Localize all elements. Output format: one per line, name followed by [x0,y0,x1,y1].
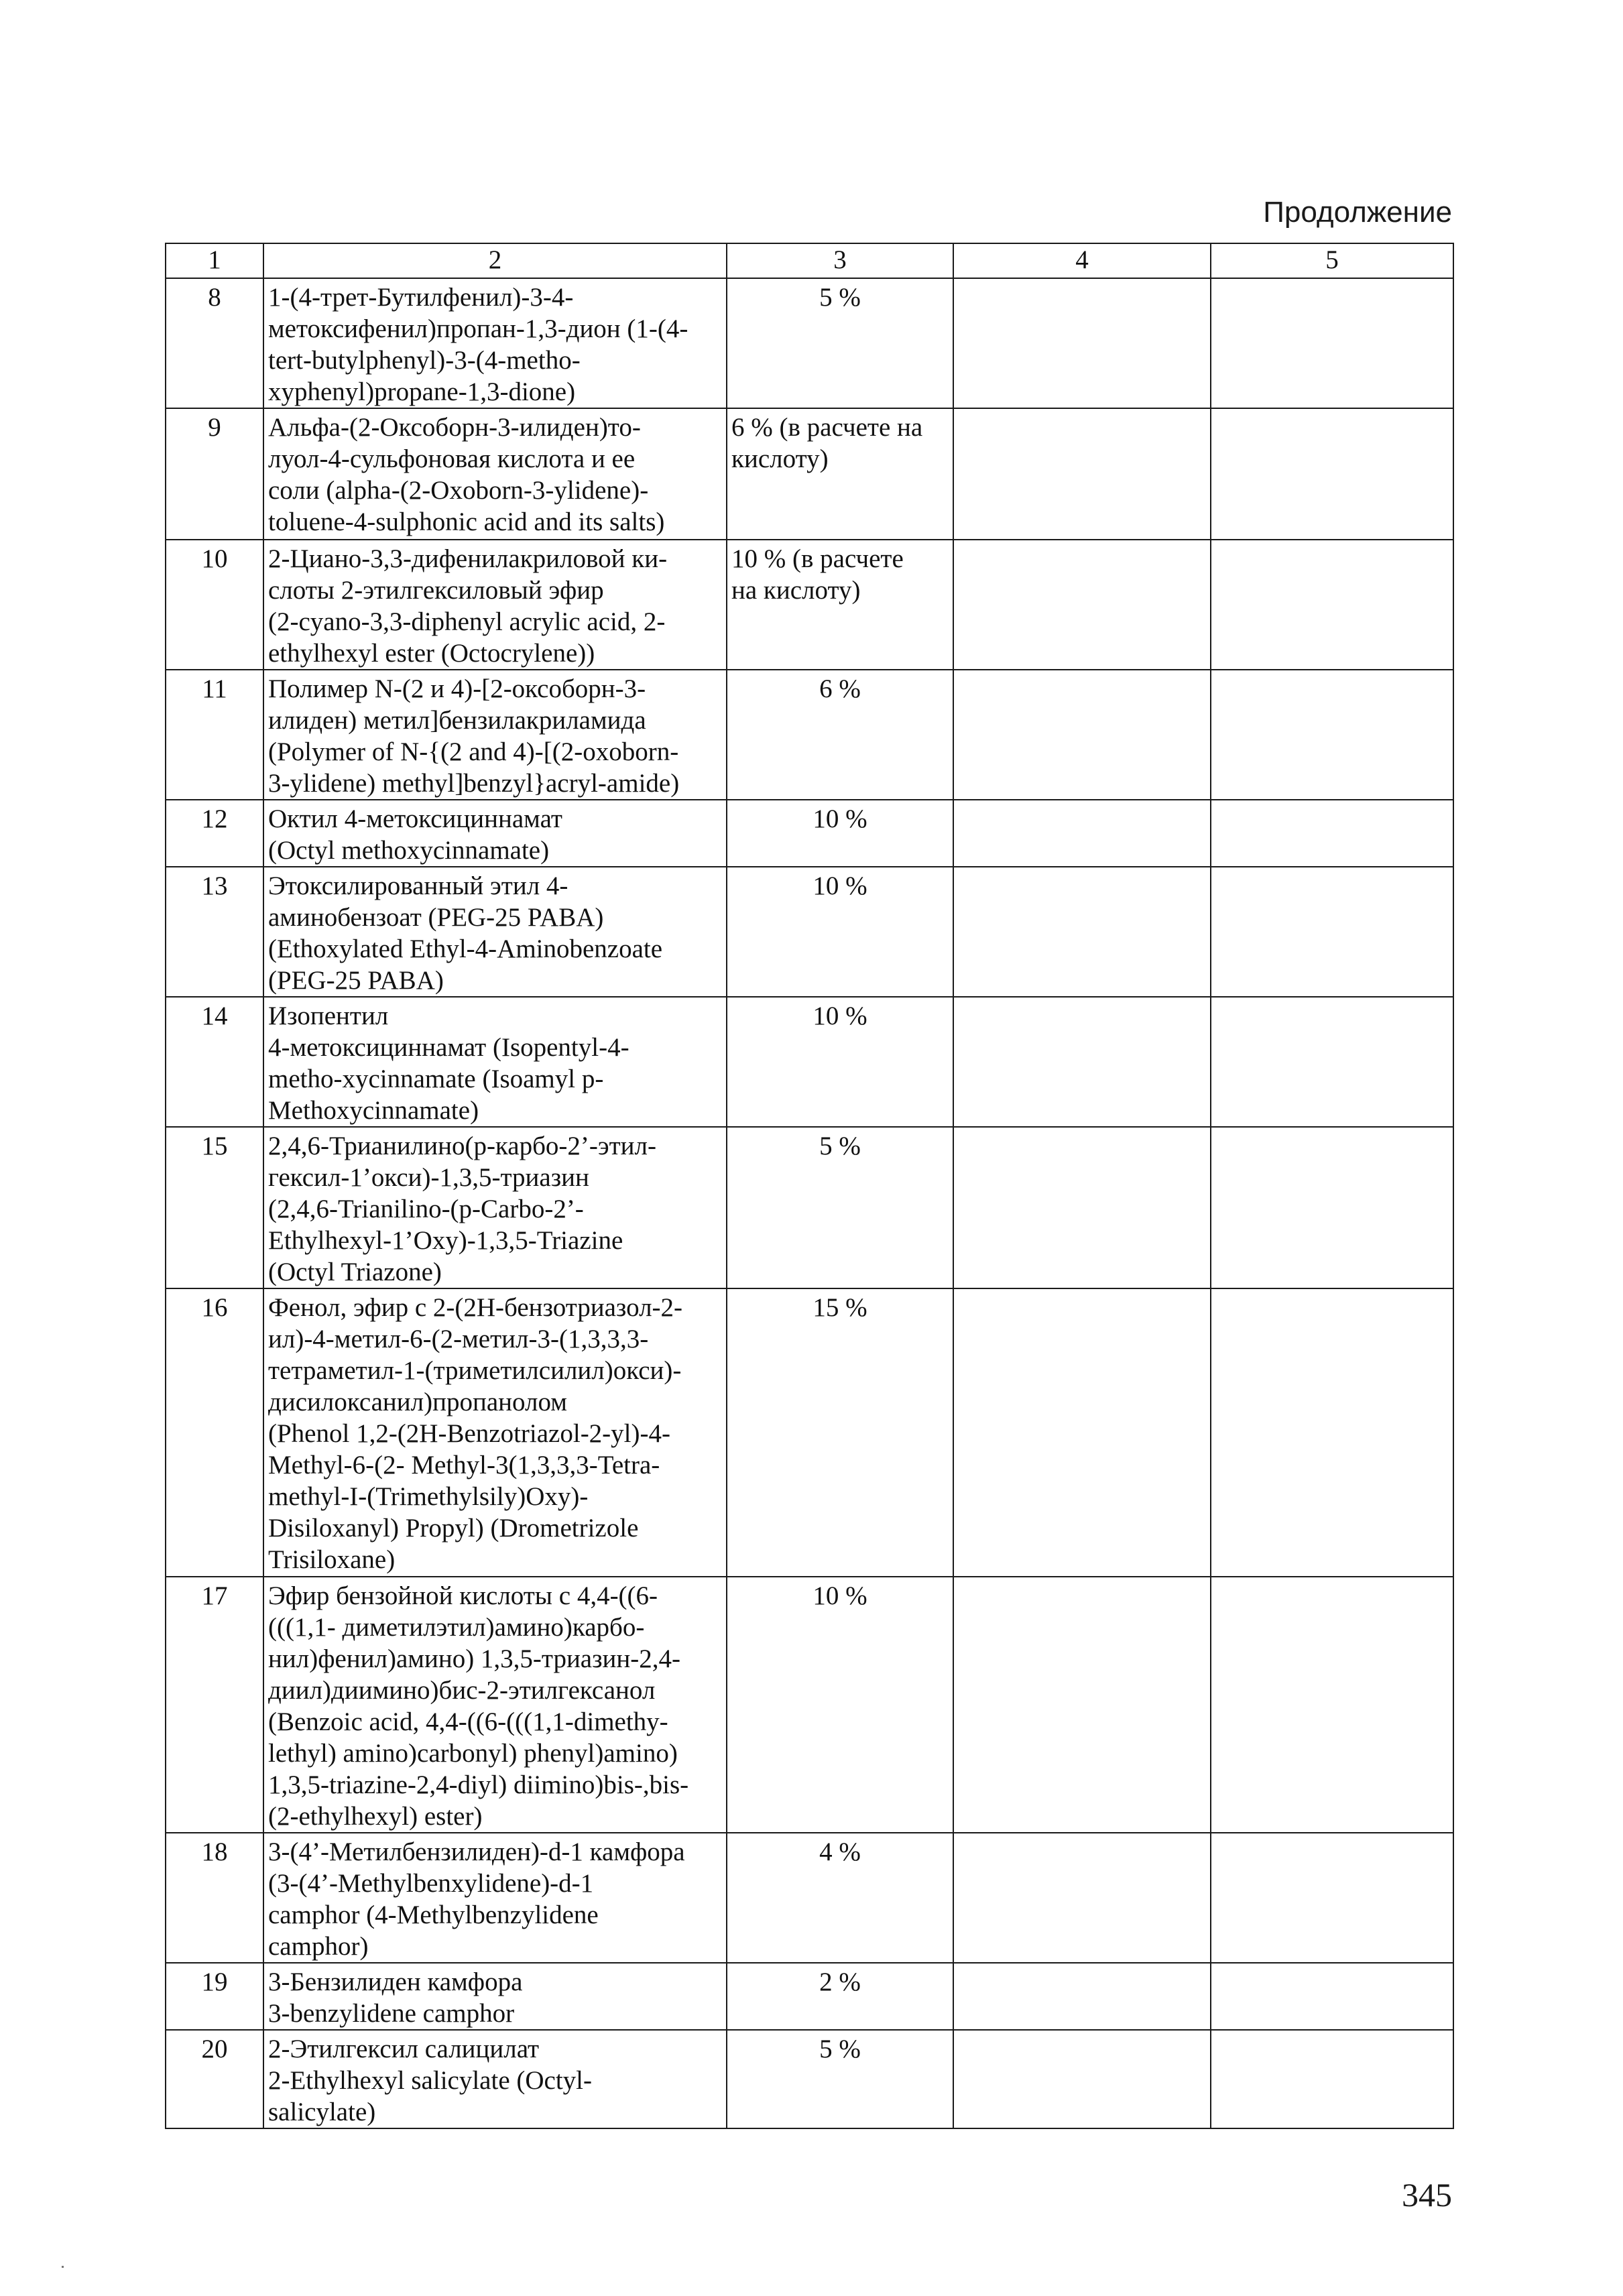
col-5-cell [1211,540,1453,670]
row-number: 12 [166,800,263,867]
col-4-cell [953,1127,1211,1288]
table-row [166,1963,1453,2030]
concentration: 6 % [727,670,953,800]
header-col-4: 4 [953,243,1211,278]
compound-name: Этоксилированный этил 4- аминобензоат (PEG-25 PABA) (Ethoxylated Ethyl-4-Aminobenzoate (PEG-25 PABA) [263,867,727,997]
compound-name: 3-(4’-Метилбензилиден)-d-1 камфора (3-(4’-Methylbenxylidene)-d-1 camphor (4-Methylbenzylidene camphor) [263,1833,727,1963]
header-row [166,243,1453,278]
compound-name: Полимер N-(2 и 4)-[2-оксоборн-3- илиден) метил]бензилакриламида (Polymer of N-{(2 and 4)-[(2-oxoborn- 3-ylidene) methyl]benzyl}acryl-amide) [263,670,727,800]
table-row [166,2030,1453,2128]
table-row [166,997,1453,1127]
col-5-cell [1211,670,1453,800]
row-number: 10 [166,540,263,670]
row-number: 17 [166,1577,263,1833]
row-number: 20 [166,2030,263,2128]
row-number: 16 [166,1288,263,1577]
compound-name: 3-Бензилиден камфора 3-benzylidene camphor [263,1963,727,2030]
row-number: 8 [166,278,263,408]
header-col-2: 2 [263,243,727,278]
header-col-1: 1 [166,243,263,278]
compound-name: 2-Этилгексил салицилат 2-Ethylhexyl salicylate (Octyl- salicylate) [263,2030,727,2128]
col-5-cell [1211,1577,1453,1833]
col-4-cell [953,997,1211,1127]
row-number: 13 [166,867,263,997]
concentration: 10 % [727,997,953,1127]
col-5-cell [1211,1963,1453,2030]
table-row [166,1833,1453,1963]
header-col-5: 5 [1211,243,1453,278]
row-number: 18 [166,1833,263,1963]
concentration: 15 % [727,1288,953,1577]
compound-name: Фенол, эфир с 2-(2Н-бензотриазол-2- ил)-4-метил-6-(2-метил-3-(1,3,3,3- тетраметил-1-(триметилсилил)окси)- дисилоксанил)пропанолом (Phenol 1,2-(2H-Benzotriazol-2-yl)-4- Methyl-6-(2- Methyl-3(1,3,3,3-Tetra- methyl-I-(Trimethylsily)Oxy)- Disiloxanyl) Propyl) (Drometrizole Trisiloxane) [263,1288,727,1577]
col-4-cell [953,2030,1211,2128]
col-4-cell [953,867,1211,997]
table-row [166,1127,1453,1288]
col-4-cell [953,1577,1211,1833]
concentration: 10 % [727,1577,953,1833]
col-5-cell [1211,2030,1453,2128]
concentration: 5 % [727,2030,953,2128]
compound-name: 1-(4-трет-Бутилфенил)-3-4- метоксифенил)пропан-1,3-дион (1-(4- tert-butylphenyl)-3-(4-metho- xyphenyl)propane-1,3-dione) [263,278,727,408]
col-5-cell [1211,408,1453,540]
col-4-cell [953,278,1211,408]
compound-name: Изопентил 4-метоксициннамат (Isopentyl-4- metho-xycinnamate (Isoamyl p- Methoxycinnamate) [263,997,727,1127]
concentration: 10 % [727,867,953,997]
page-number: 345 [1402,2176,1452,2214]
compound-name: 2-Циано-3,3-дифенилакриловой ки- слоты 2-этилгексиловый эфир (2-cyano-3,3-diphenyl acrylic acid, 2- ethylhexyl ester (Octocrylene)) [263,540,727,670]
col-4-cell [953,408,1211,540]
concentration: 10 % (в расчете на кислоту) [727,540,953,670]
scan-speck [62,2266,64,2268]
table-row [166,1577,1453,1833]
row-number: 9 [166,408,263,540]
col-4-cell [953,1833,1211,1963]
col-5-cell [1211,1127,1453,1288]
table-row [166,800,1453,867]
col-4-cell [953,670,1211,800]
concentration: 10 % [727,800,953,867]
col-5-cell [1211,278,1453,408]
concentration: 6 % (в расчете на кислоту) [727,408,953,540]
continuation-caption: Продолжение [1263,196,1452,229]
compound-name: 2,4,6-Трианилино(р-карбо-2’-этил- гексил-1’окси)-1,3,5-триазин (2,4,6-Trianilino-(p-Carbo-2’- Ethylhexyl-1’Oxy)-1,3,5-Triazine (Octyl Triazone) [263,1127,727,1288]
col-4-cell [953,1963,1211,2030]
col-4-cell [953,800,1211,867]
concentration: 4 % [727,1833,953,1963]
concentration: 5 % [727,1127,953,1288]
col-5-cell [1211,867,1453,997]
compound-name: Эфир бензойной кислоты с 4,4-((6- (((1,1- диметилэтил)амино)карбо- нил)фенил)амино) 1,3,5-триазин-2,4- диил)диимино)бис-2-этилгексанол (Benzoic acid, 4,4-((6-(((1,1-dimethy- lethyl) amino)carbonyl) phenyl)amino) 1,3,5-triazine-2,4-diyl) diimino)bis-,bis- (2-ethylhexyl) ester) [263,1577,727,1833]
header-col-3: 3 [727,243,953,278]
col-5-cell [1211,1833,1453,1963]
col-5-cell [1211,1288,1453,1577]
table-row [166,278,1453,408]
row-number: 11 [166,670,263,800]
table-row [166,408,1453,540]
row-number: 19 [166,1963,263,2030]
row-number: 14 [166,997,263,1127]
table-row [166,670,1453,800]
col-5-cell [1211,997,1453,1127]
row-number: 15 [166,1127,263,1288]
table-row [166,540,1453,670]
concentration: 2 % [727,1963,953,2030]
compound-table [165,243,1454,2129]
table-row [166,1288,1453,1577]
col-5-cell [1211,800,1453,867]
compound-name: Альфа-(2-Оксоборн-3-илиден)то- луол-4-сульфоновая кислота и ее соли (alpha-(2-Oxoborn-3-ylidene)- toluene-4-sulphonic acid and its salts) [263,408,727,540]
compound-name: Октил 4-метоксициннамат (Octyl methoxycinnamate) [263,800,727,867]
col-4-cell [953,540,1211,670]
table-row [166,867,1453,997]
concentration: 5 % [727,278,953,408]
col-4-cell [953,1288,1211,1577]
